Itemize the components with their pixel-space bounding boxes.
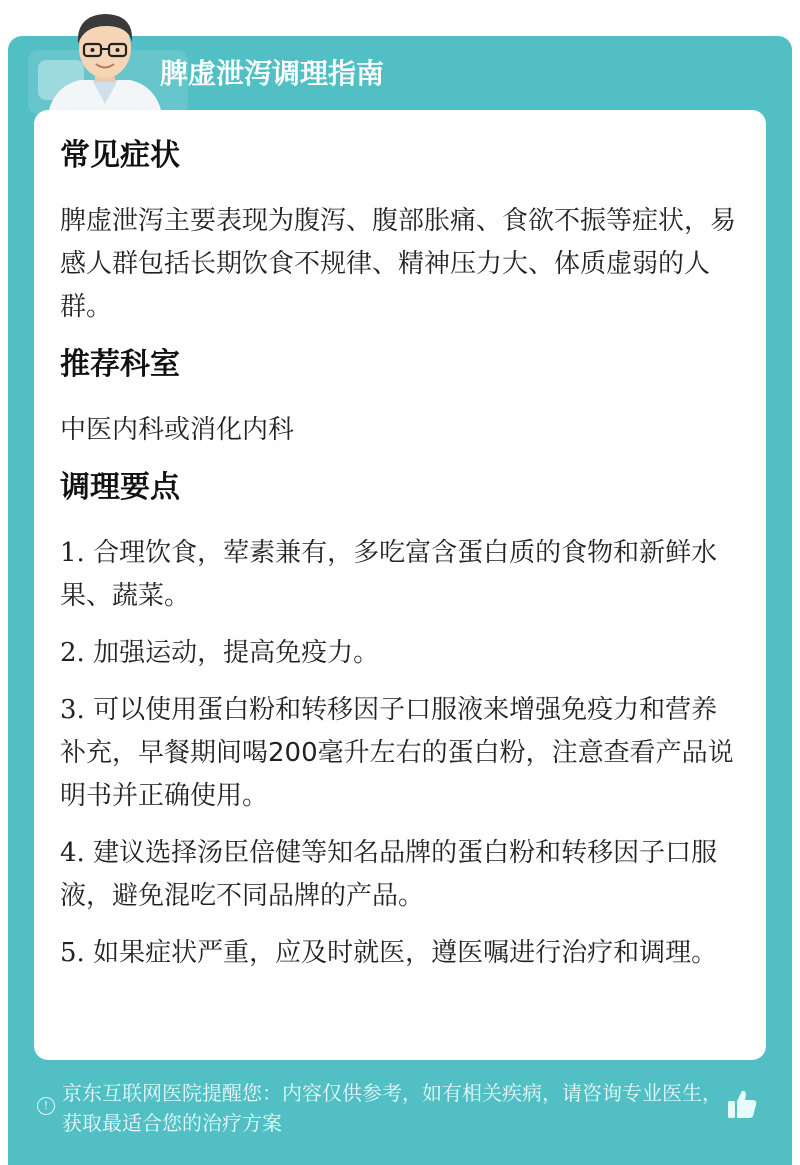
footer-disclaimer: 京东互联网医院提醒您：内容仅供参考，如有相关疾病，请咨询专业医生，获取最适合您的治疗方案 [62,1081,722,1135]
content-card [34,110,766,1060]
symptoms-text: 脾虚泄泻主要表现为腹泻、腹部胀痛、食欲不振等症状，易感人群包括长期饮食不规律、精神压力大、体质虚弱的人群。 [60,206,737,322]
list-item: 5. 如果症状严重，应及时就医，遵医嘱进行治疗和调理。 [60,938,718,968]
page-title: 脾虚泄泻调理指南 [160,57,385,90]
doctor-avatar [40,8,170,114]
section-title-department: 推荐科室 [60,347,180,382]
section-title-symptoms: 常见症状 [60,138,180,173]
section-title-tips: 调理要点 [60,470,180,505]
thumbs-up-icon[interactable] [724,1086,760,1122]
list-item: 2. 加强运动，提高免疫力。 [60,638,380,668]
info-icon: ! [37,1097,55,1115]
content-body [60,134,740,989]
list-item: 4. 建议选择汤臣倍健等知名品牌的蛋白粉和转移因子口服液，避免混吃不同品牌的产品。 [60,838,718,911]
list-item: 1. 合理饮食，荤素兼有，多吃富含蛋白质的食物和新鲜水果、蔬菜。 [60,538,718,611]
list-item: 3. 可以使用蛋白粉和转移因子口服液来增强免疫力和营养补充，早餐期间喝200毫升左右的蛋白粉，注意查看产品说明书并正确使用。 [60,695,734,811]
department-text: 中医内科或消化内科 [60,415,295,445]
